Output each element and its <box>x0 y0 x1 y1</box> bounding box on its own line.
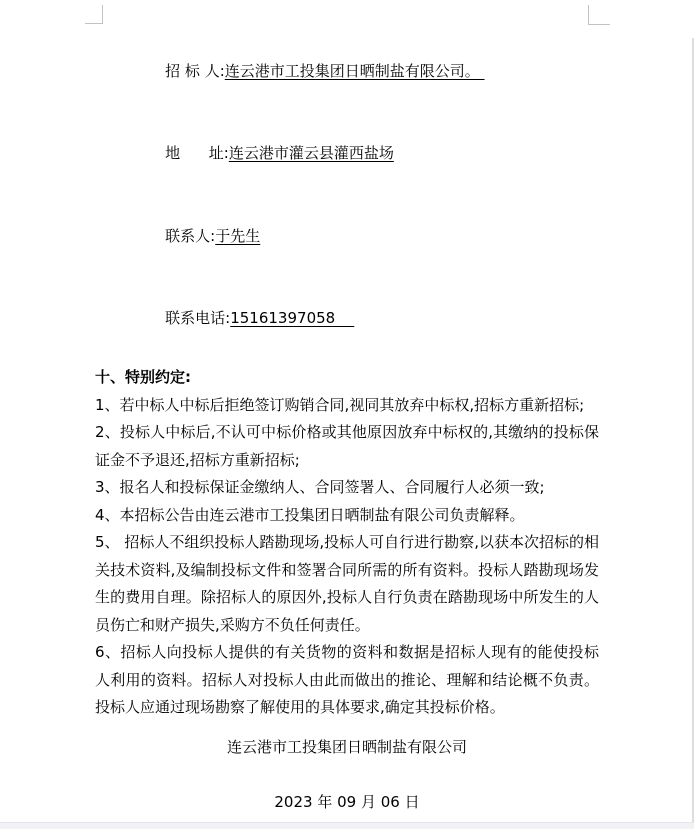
section-heading-special-provisions: 十、特别约定: <box>95 368 191 386</box>
page-margin-mark-top-left <box>85 5 103 24</box>
contact-row-tenderer <box>127 30 599 113</box>
clause-5: 5、 招标人不组织投标人踏勘现场,投标人可自行进行勘察,以获本次招标的相关技术资料,及编制投标文件和签署合同所需的所有资料。投标人踏勘现场发生的费用自理。除招标人的原因外,投标人自行负责在踏勘现场中所发生的人员伤亡和财产损失,采购方不负任何责任。 <box>95 533 599 634</box>
clause-4: 4、本招标公告由连云港市工投集团日晒制盐有限公司负责解释。 <box>95 505 525 524</box>
contact-row-phone <box>127 278 599 361</box>
phone-label: 联系电话: <box>165 309 231 327</box>
clause-3: 3、报名人和投标保证金缴纳人、合同签署人、合同履行人必须一致; <box>95 478 545 496</box>
clause-2: 2、投标人中标后,不认可中标价格或其他原因放弃中标权的,其缴纳的投标保证金不予退还,招标方重新招标; <box>95 423 599 469</box>
page-margin-mark-top-right <box>588 5 610 25</box>
signature-date: 2023 年 09 月 06 日 <box>274 793 420 811</box>
horizontal-scrollbar[interactable] <box>0 822 694 829</box>
clause-6: 6、招标人向投标人提供的有关货物的资料和数据是招标人现有的能使投标人利用的资料。招标人对投标人由此而做出的推论、理解和结论概不负责。投标人应通过现场勘察了解使用的具体要求,确定其投标价格。 <box>95 643 599 716</box>
signature-company-name: 连云港市工投集团日晒制盐有限公司 <box>226 737 467 756</box>
contact-person-label: 联系人: <box>165 226 216 245</box>
clause-1: 1、若中标人中标后拒绝签订购销合同,视同其放弃中标权,招标方重新招标; <box>95 395 585 414</box>
contact-info-block <box>95 30 599 360</box>
phone-value: 15161397058 <box>230 309 355 327</box>
contact-row-address <box>127 113 599 196</box>
contact-row-person <box>127 195 599 278</box>
address-value: 连云港市灌云县灌西盐场 <box>228 144 394 162</box>
document-body <box>95 30 599 817</box>
contact-person-value: 于先生 <box>215 226 261 245</box>
tenderer-label: 招 标 人: <box>165 61 225 80</box>
tenderer-value: 连云港市工投集团日晒制盐有限公司。 <box>224 61 485 80</box>
address-label: 地 址: <box>165 144 229 162</box>
